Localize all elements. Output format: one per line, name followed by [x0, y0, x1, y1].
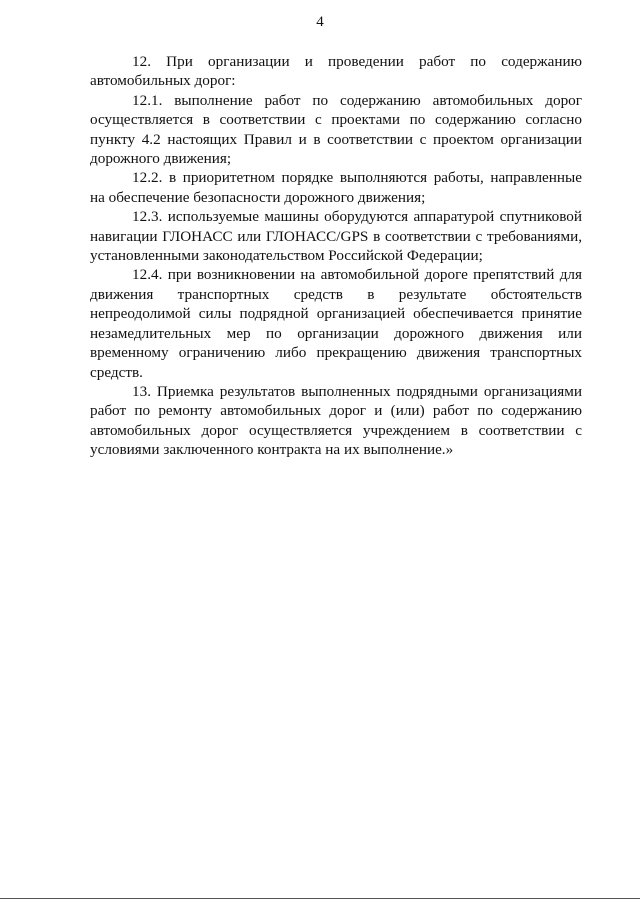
page-number: 4 [316, 14, 324, 30]
document-body [90, 52, 582, 460]
paragraph-12-1: 12.1. выполнение работ по содержанию автомобильных дорог осуществляется в соответствии с проектами по содержанию согласно пункту 4.2 настоящих Правил и в соответствии с проектом организации дорожного движения; [90, 91, 582, 168]
paragraph-12-4: 12.4. при возникновении на автомобильной дороге препятствий для движения транспортных средств в результате обстоятельств непреодолимой силы подрядной организацией обеспечивается принятие незамедлительных мер по организации дорожного движения или временному ограничению либо прекращению движения транспортных средств. [90, 266, 582, 381]
scan-bottom-edge [0, 898, 640, 899]
paragraph-13: 13. Приемка результатов выполненных подрядными организациями работ по ремонту автомобильных дорог и (или) работ по содержанию автомобильных дорог осуществляется учреждением в соответствии с условиями заключенного контракта на их выполнение.» [90, 382, 582, 459]
paragraph-12-2: 12.2. в приоритетном порядке выполняются работы, направленные на обеспечение безопасности дорожного движения; [90, 169, 582, 206]
paragraph-12: 12. При организации и проведении работ по содержанию автомобильных дорог: [90, 53, 582, 90]
paragraph-12-3: 12.3. используемые машины оборудуются аппаратурой спутниковой навигации ГЛОНАСС или ГЛОНАСС/GPS в соответствии с требованиями, установленными законодательством Российской Федерации; [90, 208, 582, 265]
